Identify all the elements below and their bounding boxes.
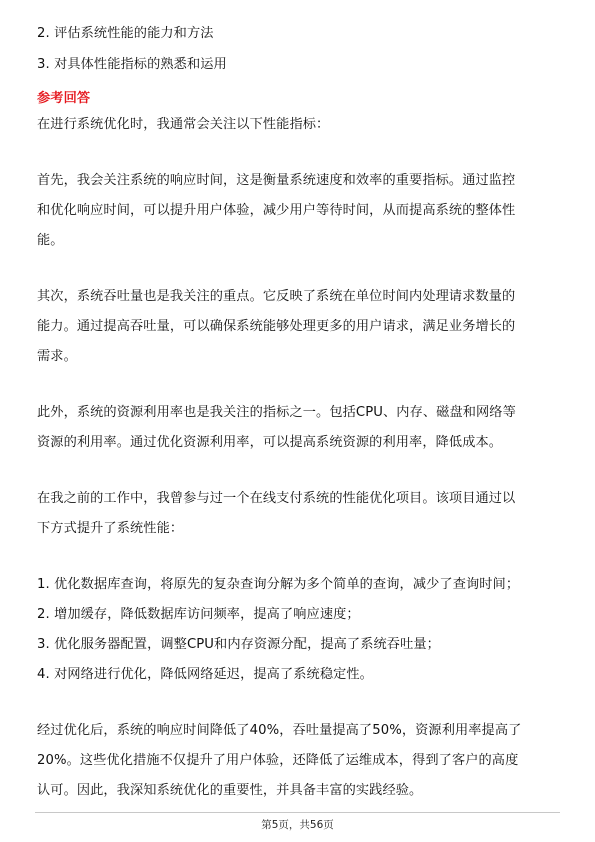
paragraph-resource-line-1: 此外，系统的资源利用率也是我关注的指标之一。包括CPU、内存、磁盘和网络等: [37, 405, 516, 420]
answer-intro: 在进行系统优化时，我通常会关注以下性能指标：: [37, 117, 330, 132]
paragraph-results-line-2: 20%。这些优化措施不仅提升了用户体验，还降低了运维成本，得到了客户的高度: [37, 753, 519, 768]
paragraph-resource-line-2: 资源的利用率。通过优化资源利用率，可以提高系统资源的利用率，降低成本。: [37, 435, 503, 450]
list-item-4: 4. 对网络进行优化，降低网络延迟，提高了系统稳定性。: [37, 667, 373, 682]
answer-heading: 参考回答: [37, 91, 91, 106]
list-item-1: 1. 优化数据库查询，将原先的复杂查询分解为多个简单的查询，减少了查询时间；: [37, 577, 520, 592]
paragraph-experience-line-2: 下方式提升了系统性能：: [37, 521, 184, 536]
list-item-2: 2. 增加缓存，降低数据库访问频率，提高了响应速度；: [37, 607, 360, 622]
paragraph-results-line-1: 经过优化后，系统的响应时间降低了40%，吞吐量提高了50%，资源利用率提高了: [37, 723, 522, 738]
footer-divider: [35, 812, 560, 813]
page-number: 第5页，共56页: [261, 819, 334, 831]
paragraph-experience-line-1: 在我之前的工作中，我曾参与过一个在线支付系统的性能优化项目。该项目通过以: [37, 491, 516, 506]
paragraph-throughput-line-1: 其次，系统吞吐量也是我关注的重点。它反映了系统在单位时间内处理请求数量的: [37, 289, 516, 304]
paragraph-throughput-line-3: 需求。: [37, 349, 77, 364]
paragraph-throughput-line-2: 能力。通过提高吞吐量，可以确保系统能够处理更多的用户请求，满足业务增长的: [37, 319, 516, 334]
paragraph-results-line-3: 认可。因此，我深知系统优化的重要性，并具备丰富的实践经验。: [37, 783, 423, 798]
list-item-3: 3. 优化服务器配置，调整CPU和内存资源分配，提高了系统吞吐量；: [37, 637, 440, 652]
question-item-2: 2. 评估系统性能的能力和方法: [37, 26, 214, 41]
paragraph-response-time-line-3: 能。: [37, 233, 64, 248]
paragraph-response-time-line-1: 首先，我会关注系统的响应时间，这是衡量系统速度和效率的重要指标。通过监控: [37, 173, 516, 188]
question-item-3: 3. 对具体性能指标的熟悉和运用: [37, 57, 227, 72]
paragraph-response-time-line-2: 和优化响应时间，可以提升用户体验，减少用户等待时间，从而提高系统的整体性: [37, 203, 516, 218]
